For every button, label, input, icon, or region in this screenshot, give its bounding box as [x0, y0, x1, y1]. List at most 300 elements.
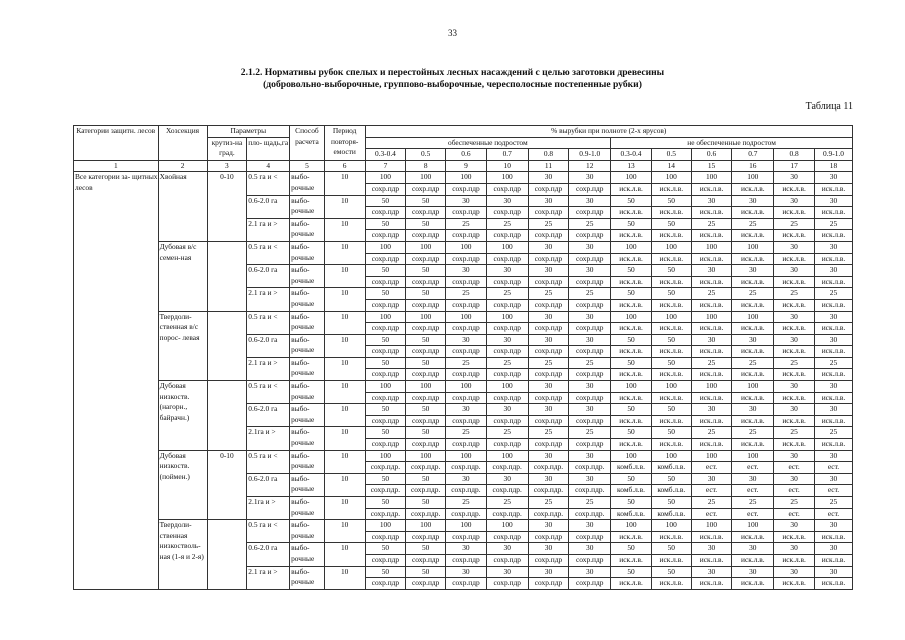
value-cell: 100: [406, 311, 446, 323]
unit-cell: ест.: [691, 485, 732, 497]
value-cell: 50: [365, 473, 406, 485]
density-header: 0.6: [446, 149, 487, 161]
unit-cell: сохр.пдр.: [486, 462, 528, 474]
value-cell: 30: [528, 172, 569, 184]
period-cell: 10: [324, 450, 365, 473]
value-cell: 30: [486, 566, 528, 578]
unit-cell: иск.л.в.: [814, 415, 852, 427]
value-cell: 25: [732, 427, 774, 439]
column-number: 12: [569, 160, 611, 172]
unit-cell: сохр.пдр: [528, 183, 569, 195]
unit-cell: сохр.пдр: [486, 323, 528, 335]
value-cell: 50: [651, 288, 691, 300]
header-area: пло- щадь,га: [247, 137, 290, 160]
value-cell: 50: [406, 473, 446, 485]
value-cell: 30: [732, 334, 774, 346]
value-cell: 25: [569, 427, 611, 439]
value-cell: 25: [528, 427, 569, 439]
unit-cell: сохр.пдр: [365, 415, 406, 427]
value-cell: 30: [814, 381, 852, 393]
unit-cell: сохр.пдр: [406, 554, 446, 566]
method-cell: выбо- рочные: [290, 218, 325, 241]
value-cell: 30: [528, 566, 569, 578]
value-cell: 30: [569, 543, 611, 555]
table-row: [74, 520, 853, 532]
method-cell: выбо- рочные: [290, 334, 325, 357]
value-cell: 25: [486, 288, 528, 300]
unit-cell: сохр.пдр.: [569, 508, 611, 520]
table-row: [74, 450, 853, 462]
unit-cell: иск.л.в.: [611, 230, 652, 242]
unit-cell: иск.л.в.: [651, 276, 691, 288]
unit-cell: сохр.пдр: [569, 299, 611, 311]
value-cell: 100: [611, 450, 652, 462]
unit-cell: комб.л.в.: [611, 462, 652, 474]
value-cell: 25: [528, 218, 569, 230]
unit-cell: сохр.пдр: [406, 183, 446, 195]
value-cell: 30: [774, 381, 815, 393]
unit-cell: иск.л.в.: [814, 323, 852, 335]
column-number: 9: [446, 160, 487, 172]
unit-cell: сохр.пдр: [406, 253, 446, 265]
value-cell: 100: [486, 172, 528, 184]
unit-cell: иск.л.в.: [814, 299, 852, 311]
value-cell: 50: [406, 218, 446, 230]
unit-cell: сохр.пдр: [446, 230, 487, 242]
value-cell: 100: [486, 241, 528, 253]
period-cell: 10: [324, 218, 365, 241]
steepness-cell: 0-10: [207, 450, 247, 520]
unit-cell: иск.л.в.: [814, 183, 852, 195]
value-cell: 25: [732, 357, 774, 369]
value-cell: 100: [446, 241, 487, 253]
column-number: 7: [365, 160, 406, 172]
steepness-cell: [207, 241, 247, 311]
unit-cell: сохр.пдр: [486, 253, 528, 265]
norms-table: [73, 125, 853, 590]
value-cell: 25: [569, 288, 611, 300]
value-cell: 30: [774, 265, 815, 277]
method-cell: выбо- рочные: [290, 450, 325, 473]
unit-cell: иск.л.в.: [774, 253, 815, 265]
value-cell: 30: [528, 381, 569, 393]
value-cell: 25: [486, 218, 528, 230]
unit-cell: сохр.пдр: [528, 439, 569, 451]
unit-cell: ест.: [691, 462, 732, 474]
unit-cell: сохр.пдр.: [528, 485, 569, 497]
unit-cell: иск.л.в.: [691, 299, 732, 311]
unit-cell: иск.л.в.: [814, 554, 852, 566]
unit-cell: сохр.пдр: [406, 578, 446, 590]
value-cell: 100: [406, 241, 446, 253]
header-period: Период повторя- емости: [324, 126, 365, 161]
header-hozsection: Хозсекция: [158, 126, 207, 161]
area-cell: 2.1 га и >: [247, 566, 290, 589]
period-cell: 10: [324, 473, 365, 496]
value-cell: 30: [814, 195, 852, 207]
unit-cell: иск.л.в.: [814, 531, 852, 543]
unit-cell: сохр.пдр.: [446, 508, 487, 520]
page-number: 33: [448, 28, 457, 38]
unit-cell: иск.л.в.: [611, 207, 652, 219]
unit-cell: иск.л.в.: [691, 369, 732, 381]
value-cell: 30: [446, 566, 487, 578]
value-cell: 30: [569, 566, 611, 578]
density-header: 0.6: [691, 149, 732, 161]
value-cell: 30: [691, 195, 732, 207]
unit-cell: ест.: [814, 485, 852, 497]
unit-cell: сохр.пдр: [528, 253, 569, 265]
unit-cell: сохр.пдр.: [486, 485, 528, 497]
period-cell: 10: [324, 520, 365, 543]
value-cell: 30: [569, 265, 611, 277]
period-cell: 10: [324, 427, 365, 450]
unit-cell: иск.л.в.: [611, 392, 652, 404]
value-cell: 25: [732, 288, 774, 300]
value-cell: 30: [528, 195, 569, 207]
value-cell: 50: [365, 195, 406, 207]
unit-cell: сохр.пдр: [365, 392, 406, 404]
unit-cell: иск.л.в.: [691, 415, 732, 427]
unit-cell: сохр.пдр: [569, 253, 611, 265]
value-cell: 30: [774, 543, 815, 555]
value-cell: 100: [651, 311, 691, 323]
value-cell: 100: [691, 450, 732, 462]
header-category: Категории защитн. лесов: [74, 126, 159, 161]
unit-cell: иск.л.в.: [691, 230, 732, 242]
unit-cell: сохр.пдр: [365, 554, 406, 566]
period-cell: 10: [324, 288, 365, 311]
value-cell: 30: [774, 172, 815, 184]
value-cell: 100: [651, 450, 691, 462]
unit-cell: сохр.пдр.: [406, 485, 446, 497]
value-cell: 100: [651, 381, 691, 393]
unit-cell: сохр.пдр.: [446, 462, 487, 474]
value-cell: 50: [651, 566, 691, 578]
steepness-cell: [207, 381, 247, 451]
value-cell: 30: [446, 473, 487, 485]
value-cell: 30: [774, 566, 815, 578]
unit-cell: ест.: [814, 508, 852, 520]
method-cell: выбо- рочные: [290, 404, 325, 427]
value-cell: 25: [774, 497, 815, 509]
unit-cell: сохр.пдр: [528, 346, 569, 358]
unit-cell: иск.л.в.: [651, 531, 691, 543]
value-cell: 100: [486, 450, 528, 462]
unit-cell: иск.л.в.: [814, 369, 852, 381]
value-cell: 50: [406, 427, 446, 439]
value-cell: 30: [486, 334, 528, 346]
value-cell: 100: [365, 520, 406, 532]
document-title: [0, 67, 905, 91]
value-cell: 30: [814, 543, 852, 555]
value-cell: 25: [691, 357, 732, 369]
value-cell: 30: [569, 404, 611, 416]
unit-cell: сохр.пдр: [406, 276, 446, 288]
unit-cell: сохр.пдр: [486, 207, 528, 219]
unit-cell: сохр.пдр.: [528, 508, 569, 520]
header-column-numbers-row: [74, 160, 853, 172]
value-cell: 30: [814, 334, 852, 346]
value-cell: 30: [814, 473, 852, 485]
value-cell: 30: [732, 404, 774, 416]
header-method: Способ расчета: [290, 126, 325, 161]
steepness-cell: [207, 311, 247, 381]
unit-cell: иск.л.в.: [814, 578, 852, 590]
table-label: Таблица 11: [805, 101, 853, 112]
method-cell: выбо- рочные: [290, 195, 325, 218]
value-cell: 30: [774, 404, 815, 416]
value-cell: 100: [446, 450, 487, 462]
value-cell: 30: [569, 172, 611, 184]
area-cell: 0.6-2.0 га: [247, 404, 290, 427]
value-cell: 30: [691, 404, 732, 416]
value-cell: 30: [528, 450, 569, 462]
unit-cell: иск.л.в.: [651, 207, 691, 219]
unit-cell: иск.л.в.: [732, 531, 774, 543]
unit-cell: иск.л.в.: [774, 554, 815, 566]
unit-cell: сохр.пдр: [406, 439, 446, 451]
value-cell: 30: [814, 566, 852, 578]
method-cell: выбо- рочные: [290, 381, 325, 404]
unit-cell: иск.л.в.: [732, 415, 774, 427]
unit-cell: иск.л.в.: [732, 276, 774, 288]
value-cell: 25: [774, 218, 815, 230]
unit-cell: иск.л.в.: [774, 276, 815, 288]
area-cell: 0.5 га и <: [247, 172, 290, 195]
unit-cell: иск.л.в.: [774, 207, 815, 219]
value-cell: 25: [691, 288, 732, 300]
unit-cell: сохр.пдр: [446, 578, 487, 590]
unit-cell: сохр.пдр: [406, 230, 446, 242]
density-header: 0.8: [528, 149, 569, 161]
unit-cell: иск.л.в.: [691, 346, 732, 358]
unit-cell: иск.л.в.: [691, 439, 732, 451]
value-cell: 30: [569, 450, 611, 462]
unit-cell: сохр.пдр: [365, 230, 406, 242]
unit-cell: сохр.пдр: [528, 554, 569, 566]
unit-cell: иск.л.в.: [651, 299, 691, 311]
value-cell: 50: [611, 497, 652, 509]
unit-cell: сохр.пдр: [569, 207, 611, 219]
method-cell: выбо- рочные: [290, 288, 325, 311]
unit-cell: сохр.пдр: [406, 415, 446, 427]
value-cell: 100: [446, 520, 487, 532]
value-cell: 50: [611, 195, 652, 207]
unit-cell: сохр.пдр.: [569, 462, 611, 474]
value-cell: 25: [528, 288, 569, 300]
value-cell: 25: [446, 357, 487, 369]
title-line-1: 2.1.2. Нормативы рубок спелых и перестойных лесных насаждений с целью заготовки древесины: [240, 67, 665, 78]
hozsection-cell: Хвойная: [158, 172, 207, 242]
unit-cell: ест.: [774, 508, 815, 520]
unit-cell: иск.л.в.: [814, 276, 852, 288]
value-cell: 30: [691, 473, 732, 485]
unit-cell: сохр.пдр: [365, 346, 406, 358]
unit-cell: иск.л.в.: [774, 299, 815, 311]
unit-cell: иск.л.в.: [774, 392, 815, 404]
unit-cell: иск.л.в.: [691, 323, 732, 335]
value-cell: 50: [651, 473, 691, 485]
period-cell: 10: [324, 381, 365, 404]
value-cell: 25: [446, 218, 487, 230]
unit-cell: сохр.пдр: [365, 439, 406, 451]
area-cell: 0.5 га и <: [247, 450, 290, 473]
density-header: 0.5: [651, 149, 691, 161]
value-cell: 30: [446, 195, 487, 207]
value-cell: 30: [774, 473, 815, 485]
unit-cell: сохр.пдр: [365, 369, 406, 381]
unit-cell: сохр.пдр: [446, 554, 487, 566]
value-cell: 30: [569, 381, 611, 393]
value-cell: 100: [406, 172, 446, 184]
unit-cell: иск.л.в.: [691, 554, 732, 566]
value-cell: 100: [651, 172, 691, 184]
density-header: 0.3-0.4: [365, 149, 406, 161]
method-cell: выбо- рочные: [290, 172, 325, 195]
method-cell: выбо- рочные: [290, 473, 325, 496]
period-cell: 10: [324, 265, 365, 288]
period-cell: 10: [324, 195, 365, 218]
unit-cell: сохр.пдр: [528, 323, 569, 335]
period-cell: 10: [324, 566, 365, 589]
unit-cell: иск.л.в.: [691, 183, 732, 195]
unit-cell: комб.л.в.: [651, 508, 691, 520]
value-cell: 100: [611, 172, 652, 184]
value-cell: 30: [691, 334, 732, 346]
unit-cell: иск.л.в.: [732, 439, 774, 451]
column-number: 2: [158, 160, 207, 172]
unit-cell: сохр.пдр: [486, 554, 528, 566]
unit-cell: сохр.пдр: [406, 392, 446, 404]
unit-cell: сохр.пдр: [446, 415, 487, 427]
value-cell: 50: [611, 357, 652, 369]
unit-cell: ест.: [814, 462, 852, 474]
unit-cell: сохр.пдр: [446, 392, 487, 404]
unit-cell: иск.л.в.: [814, 439, 852, 451]
column-number: 14: [651, 160, 691, 172]
value-cell: 30: [774, 334, 815, 346]
value-cell: 25: [691, 218, 732, 230]
value-cell: 30: [528, 334, 569, 346]
steepness-cell: [207, 520, 247, 590]
unit-cell: иск.л.в.: [651, 323, 691, 335]
unit-cell: иск.л.в.: [732, 323, 774, 335]
unit-cell: сохр.пдр: [446, 323, 487, 335]
header-group-provided: обеспеченные подростом: [365, 137, 611, 149]
header-row-1: [74, 126, 853, 138]
unit-cell: иск.л.в.: [691, 276, 732, 288]
unit-cell: сохр.пдр: [365, 276, 406, 288]
unit-cell: сохр.пдр: [486, 531, 528, 543]
unit-cell: сохр.пдр.: [365, 462, 406, 474]
value-cell: 30: [446, 265, 487, 277]
unit-cell: иск.л.в.: [732, 183, 774, 195]
area-cell: 0.5 га и <: [247, 311, 290, 334]
hozsection-cell: Дубовая низкоств. (поймен.): [158, 450, 207, 520]
value-cell: 25: [814, 288, 852, 300]
value-cell: 50: [651, 427, 691, 439]
header-group-not-provided: не обеспеченные подростом: [611, 137, 853, 149]
value-cell: 100: [691, 520, 732, 532]
unit-cell: сохр.пдр: [486, 369, 528, 381]
value-cell: 100: [691, 172, 732, 184]
value-cell: 50: [651, 334, 691, 346]
unit-cell: иск.л.в.: [774, 183, 815, 195]
value-cell: 50: [651, 357, 691, 369]
column-number: 10: [486, 160, 528, 172]
value-cell: 50: [365, 497, 406, 509]
value-cell: 100: [611, 241, 652, 253]
unit-cell: ест.: [774, 485, 815, 497]
value-cell: 25: [691, 497, 732, 509]
method-cell: выбо- рочные: [290, 241, 325, 264]
unit-cell: ест.: [732, 508, 774, 520]
unit-cell: сохр.пдр: [486, 183, 528, 195]
value-cell: 30: [528, 520, 569, 532]
unit-cell: сохр.пдр: [569, 531, 611, 543]
value-cell: 30: [732, 195, 774, 207]
value-cell: 30: [528, 265, 569, 277]
value-cell: 50: [365, 218, 406, 230]
value-cell: 30: [814, 241, 852, 253]
value-cell: 50: [611, 288, 652, 300]
unit-cell: сохр.пдр: [446, 183, 487, 195]
value-cell: 50: [611, 265, 652, 277]
unit-cell: сохр.пдр: [569, 554, 611, 566]
value-cell: 25: [486, 357, 528, 369]
column-number: 4: [247, 160, 290, 172]
table-body: [74, 172, 853, 589]
column-number: 1: [74, 160, 159, 172]
unit-cell: иск.л.в.: [732, 207, 774, 219]
unit-cell: сохр.пдр: [569, 346, 611, 358]
value-cell: 50: [611, 404, 652, 416]
value-cell: 30: [732, 265, 774, 277]
value-cell: 30: [691, 265, 732, 277]
area-cell: 0.6-2.0 га: [247, 473, 290, 496]
unit-cell: сохр.пдр: [446, 276, 487, 288]
hozsection-cell: Дубовая низкоств. (нагорн., байрачн.): [158, 381, 207, 451]
value-cell: 25: [446, 427, 487, 439]
unit-cell: иск.л.в.: [611, 299, 652, 311]
value-cell: 100: [691, 241, 732, 253]
value-cell: 30: [569, 334, 611, 346]
value-cell: 100: [406, 450, 446, 462]
value-cell: 30: [486, 543, 528, 555]
unit-cell: иск.л.в.: [611, 276, 652, 288]
area-cell: 0.6-2.0 га: [247, 543, 290, 566]
unit-cell: сохр.пдр: [528, 369, 569, 381]
value-cell: 50: [651, 404, 691, 416]
area-cell: 0.5 га и <: [247, 381, 290, 404]
value-cell: 25: [446, 497, 487, 509]
column-number: 18: [814, 160, 852, 172]
density-header: 0.8: [774, 149, 815, 161]
header-pct: % вырубки при полноте (2-х ярусов): [365, 126, 852, 138]
value-cell: 100: [611, 311, 652, 323]
unit-cell: иск.л.в.: [651, 230, 691, 242]
value-cell: 100: [446, 172, 487, 184]
value-cell: 25: [486, 427, 528, 439]
density-header: 0.3-0.4: [611, 149, 652, 161]
unit-cell: сохр.пдр: [486, 299, 528, 311]
unit-cell: сохр.пдр: [569, 439, 611, 451]
value-cell: 25: [528, 497, 569, 509]
unit-cell: сохр.пдр: [486, 346, 528, 358]
value-cell: 100: [446, 381, 487, 393]
value-cell: 50: [406, 357, 446, 369]
